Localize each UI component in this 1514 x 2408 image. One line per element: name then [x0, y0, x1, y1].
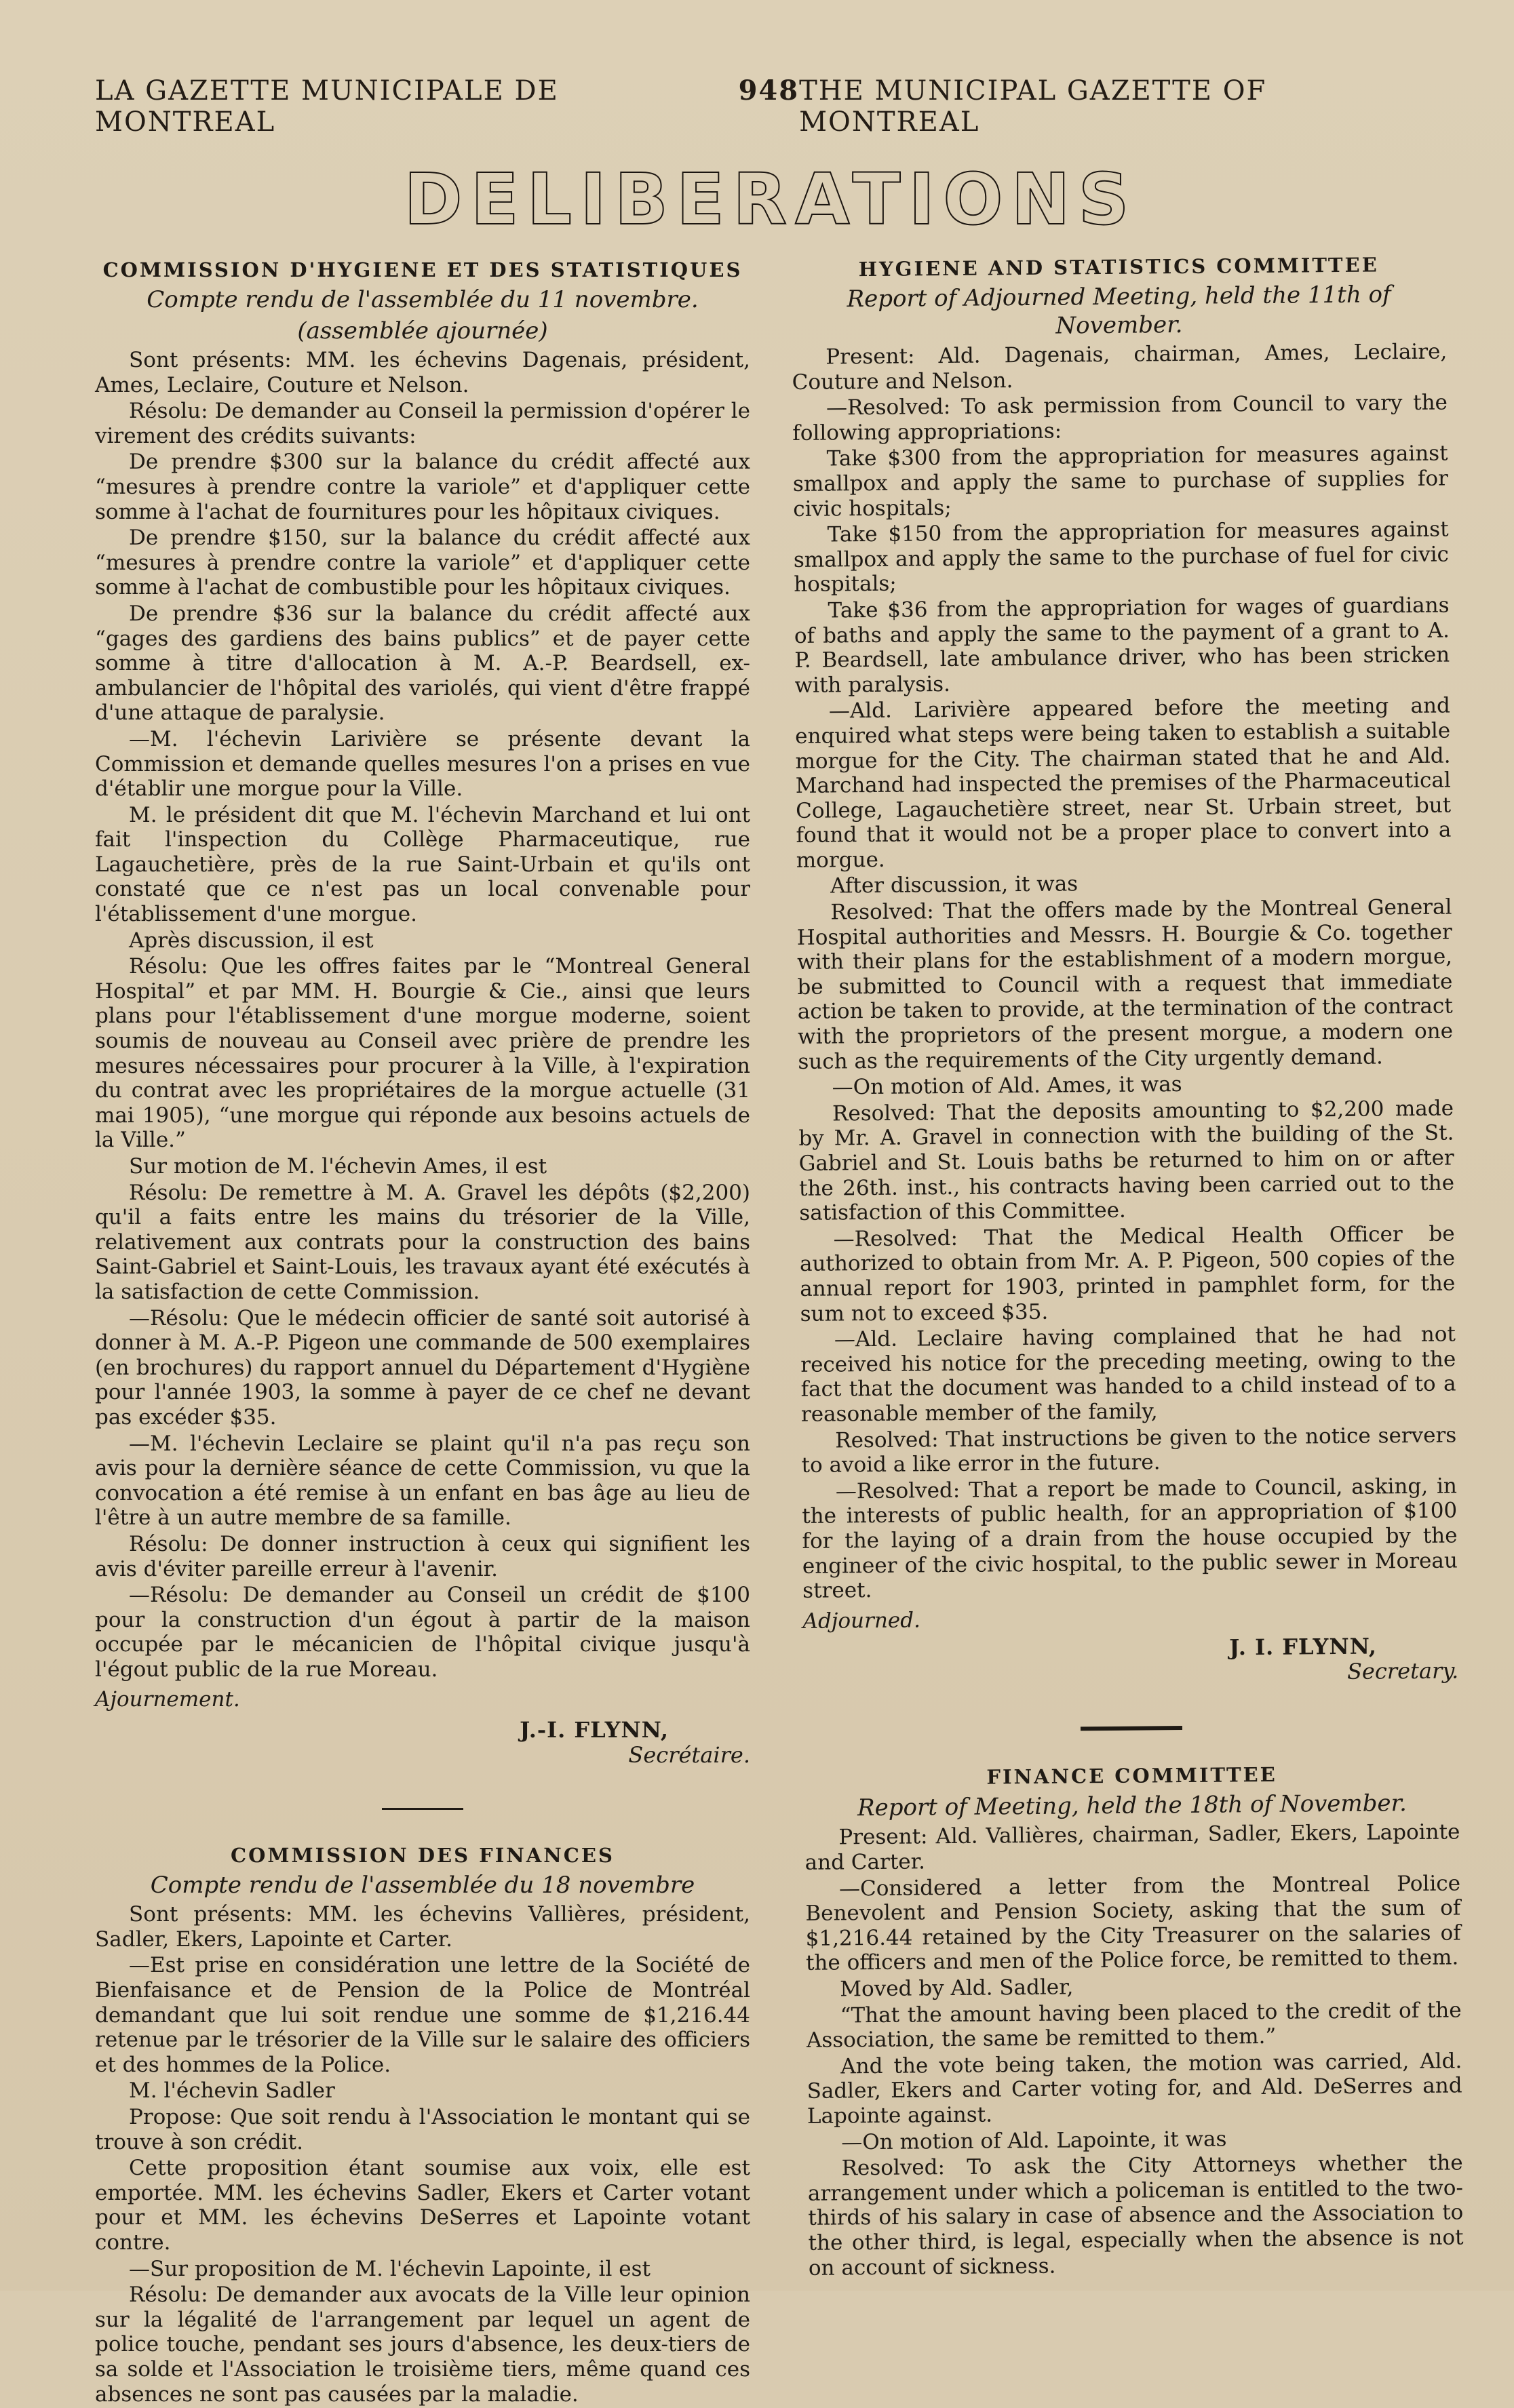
paragraph: Résolu: Que les offres faites par le “Montreal General Hospital” et par MM. H. Bourgie & Cie., ainsi que leurs plans pour l'établissement d'une morgue moderne, soient soumis de nouveau au Conseil avec prière de prendre les mesures nécessaires pour procurer à la Ville, à l'expiration du contrat avec les propriétaires de la morgue actuelle (31 mai 1905), “une morgue qui réponde aux besoins actuels de la Ville.”	[95, 954, 750, 1153]
section-title: COMMISSION DES FINANCES	[231, 1844, 615, 1868]
paragraph: —Resolved: That the Medical Health Officer be authorized to obtain from Mr. A. P. Pigeon, 500 copies of the annual report for 1903, printed in pamphlet form, for the sum not to exceed $35.	[799, 1221, 1456, 1326]
paragraph: De prendre $150, sur la balance du crédit affecté aux “mesures à prendre contre la variole” et d'appliquer cette somme à l'achat de combustible pour les hôpitaux civiques.	[95, 526, 750, 600]
signature-block	[95, 1718, 750, 1767]
section-body	[95, 1902, 750, 2407]
paragraph: —Résolu: De demander au Conseil un crédit de $100 pour la construction d'un égout à partir de la maison occupée par le mécanicien de l'hôpital civique jusqu'à l'égout public de la rue Moreau.	[95, 1583, 750, 1682]
paragraph: Sur motion de M. l'échevin Ames, il est	[129, 1154, 547, 1179]
paragraph: M. le président dit que M. l'échevin Marchand et lui ont fait l'inspection du Collège Pharmaceutique, rue Lagauchetière, près de la rue Saint-Urbain et qu'ils ont constaté que ce n'est pas un local convenable pour l'établissement d'une morgue.	[95, 802, 750, 927]
signature-block	[803, 1634, 1459, 1689]
paragraph: Résolu: De remettre à M. A. Gravel les dépôts ($2,200) qu'il a faits entre les mains du trésorier de la Ville, relativement aux contrats pour la construction des bains Saint-Gabriel et Saint-Louis, les travaux ayant été exécutés à la satisfaction de cette Commission.	[95, 1180, 750, 1304]
paragraph: De prendre $36 sur la balance du crédit affecté aux “gages des gardiens des bains publics” et de payer cette somme à titre d'allocation à M. A.-P. Beardsell, ex-ambulancier de l'hôpital des variolés, qui vient d'être frappé d'une attaque de paralysie.	[95, 601, 750, 726]
paragraph: —Resolved: To ask permission from Council to vary the following appropriations:	[792, 390, 1448, 446]
paragraph: M. l'échevin Sadler	[129, 2078, 335, 2104]
running-head-english: THE MUNICIPAL GAZETTE OF MONTREAL	[799, 75, 1267, 138]
section-body	[95, 348, 750, 1682]
section-subtitle: Report of Meeting, held the 18th of November.	[857, 1790, 1408, 1822]
section-subtitle-note: (assemblée ajournée)	[297, 317, 548, 344]
section-body	[804, 1820, 1464, 2281]
signature-role: Secretary.	[1346, 1657, 1459, 1684]
paragraph: —Ald. Larivière appeared before the meeting and enquired what steps were being taken to establish a suitable morgue for the City. The chairman stated that he and Ald. Marchand had inspected the premises of the Pharmaceutical College, Lagauchetière street, near St. Urbain street, but found that it would not be a proper place to convert into a morgue.	[795, 693, 1452, 873]
paragraph: —On motion of Ald. Ames, it was	[832, 1072, 1182, 1100]
french-column	[95, 254, 750, 2408]
paragraph: —Sur proposition de M. l'échevin Lapointe, il est	[129, 2256, 651, 2281]
section-divider	[382, 1808, 463, 1810]
signature-role: Secrétaire.	[628, 1741, 750, 1768]
paragraph: —Est prise en considération une lettre de la Société de Bienfaisance et de Pension de la Police de Montréal demandant que lui soit rendue une somme de $1,216.44 retenue par le trésorier de la Ville sur le salaire des officiers et des hommes de la Police.	[95, 1953, 750, 2077]
paragraph: —Resolved: That a report be made to Council, asking, in the interests of public health, for an appropriation of $100 for the laying of a drain from the house occupied by the engineer of the civic hospital, to the public sewer in Moreau street.	[802, 1474, 1458, 1604]
paragraph: —M. l'échevin Leclaire se plaint qu'il n'a pas reçu son avis pour la dernière séance de cette Commission, vu que la convocation a été remise à un enfant en bas âge au lieu de l'être à un autre membre de sa famille.	[95, 1431, 750, 1531]
paragraph: Sont présents: MM. les échevins Vallières, président, Sadler, Ekers, Lapointe et Carter.	[95, 1902, 750, 1952]
section-subtitle: Compte rendu de l'assemblée du 11 novembre.	[147, 286, 699, 313]
section-subtitle: Report of Adjourned Meeting, held the 11th of November.	[847, 281, 1391, 340]
page-number: 948	[738, 75, 800, 106]
paragraph: Resolved: To ask the City Attorneys whether the arrangement under which a policeman is entitled to the two-thirds of his salary in case of absence and the Association to the other third, is legal, especially when the absence is not on account of sickness.	[807, 2150, 1464, 2281]
paragraph: Present: Ald. Dagenais, chairman, Ames, Leclaire, Couture and Nelson.	[792, 339, 1448, 395]
masthead-title: DELIBERATIONS	[404, 158, 1138, 241]
closing-note: Ajournement.	[95, 1687, 240, 1712]
paragraph: Take $150 from the appropriation for measures against smallpox and apply the same to the purchase of fuel for civic hospitals;	[793, 517, 1450, 597]
paragraph: —Considered a letter from the Montreal Police Benevolent and Pension Society, asking that the sum of $1,216.44 retained by the City Treasurer on the salaries of the officers and men of the Police force, be remitted to them.	[805, 1871, 1461, 1976]
paragraph: Cette proposition étant soumise aux voix, elle est emportée. MM. les échevins Sadler, Ekers et Carter votant pour et MM. les échevins DeSerres et Lapointe votant contre.	[95, 2156, 750, 2255]
paragraph: Résolu: De demander aux avocats de la Ville leur opinion sur la légalité de l'arrangement par lequel un agent de police touche, pendant ses jours d'absence, les deux-tiers de sa solde et l'Association le troisième tiers, même quand ces absences ne sont pas causées par la maladie.	[95, 2283, 750, 2407]
section-body	[792, 340, 1458, 1604]
paragraph: Take $36 from the appropriation for wages of guardians of baths and apply the same to the payment of a grant to A. P. Beardsell, late ambulance driver, who has been stricken with paralysis.	[794, 593, 1450, 698]
paragraph: —Ald. Leclaire having complained that he had not received his notice for the preceding meeting, owing to the fact that the document was handed to a child instead of to a reasonable member of the family,	[800, 1322, 1456, 1427]
paragraph: Après discussion, il est	[129, 928, 374, 953]
paragraph: —M. l'échevin Larivière se présente devant la Commission et demande quelles mesures l'on a prises en vue d'établir une morgue pour la Ville.	[95, 726, 750, 802]
paragraph: “That the amount having been placed to the credit of the Association, the same be remitted to them.”	[806, 1998, 1462, 2053]
paragraph: Propose: Que soit rendu à l'Association le montant qui se trouve à son crédit.	[95, 2105, 750, 2154]
running-head-french: LA GAZETTE MUNICIPALE DE MONTREAL	[95, 75, 559, 138]
paragraph: —On motion of Ald. Lapointe, it was	[841, 2127, 1227, 2155]
paragraph: And the vote being taken, the motion was carried, Ald. Sadler, Ekers and Carter voting for, and Ald. DeSerres and Lapointe against.	[807, 2049, 1462, 2129]
paragraph: De prendre $300 sur la balance du crédit affecté aux “mesures à prendre contre la variole” et d'appliquer cette somme à l'achat de fournitures pour les hôpitaux civiques.	[95, 450, 750, 524]
paragraph: Present: Ald. Vallières, chairman, Sadler, Ekers, Lapointe and Carter.	[804, 1819, 1460, 1875]
paragraph: Sont présents: MM. les échevins Dagenais, président, Ames, Leclaire, Couture et Nelson.	[95, 348, 750, 397]
paragraph: Take $300 from the appropriation for measures against smallpox and apply the same to purchase of supplies for civic hospitals;	[792, 441, 1449, 521]
paragraph: Resolved: That the offers made by the Montreal General Hospital authorities and Messrs. H. Bourgie & Co. together with their plans for the establishment of a modern morgue, be submitted to Council with a request that immediate action be taken to provide, at the termination of the contract with the proprietors of the present morgue, a modern one such as the requirements of the City urgently demand.	[796, 894, 1454, 1074]
signature-name: J. I. FLYNN,	[1228, 1633, 1378, 1661]
signature-name: J.-I. FLYNN,	[520, 1717, 669, 1743]
english-column	[791, 249, 1465, 2408]
paragraph: Moved by Ald. Sadler,	[840, 1975, 1074, 2002]
section-title: HYGIENE AND STATISTICS COMMITTEE	[858, 253, 1379, 281]
two-column-body	[95, 253, 1464, 2408]
section-title: COMMISSION D'HYGIENE ET DES STATISTIQUES	[102, 258, 743, 281]
section-divider	[1081, 1726, 1182, 1731]
closing-note: Adjourned.	[802, 1608, 921, 1634]
running-head	[95, 75, 1446, 138]
paragraph: Resolved: That the deposits amounting to $2,200 made by Mr. A. Gravel in connection with the building of the St. Gabriel and St. Louis baths be returned to him on or after the 26th. inst., his contracts having been carried out to the satisfaction of this Committee.	[798, 1096, 1455, 1226]
section-subtitle: Compte rendu de l'assemblée du 18 novembre	[150, 1872, 695, 1899]
paragraph: —Résolu: Que le médecin officier de santé soit autorisé à donner à M. A.-P. Pigeon une commande de 500 exemplaires (en brochures) du rapport annuel du Département d'Hygiène pour l'année 1903, la somme à payer de ce chef ne devant pas excéder $35.	[95, 1305, 750, 1429]
paragraph: Resolved: That instructions be given to the notice servers to avoid a like error in the future.	[801, 1423, 1457, 1478]
paragraph: Résolu: De donner instruction à ceux qui signifient les avis d'éviter pareille erreur à l'avenir.	[95, 1531, 750, 1581]
paragraph: After discussion, it was	[830, 871, 1079, 899]
paragraph: Résolu: De demander au Conseil la permission d'opérer le virement des crédits suivants:	[95, 399, 750, 448]
section-title: FINANCE COMMITTEE	[986, 1763, 1277, 1790]
